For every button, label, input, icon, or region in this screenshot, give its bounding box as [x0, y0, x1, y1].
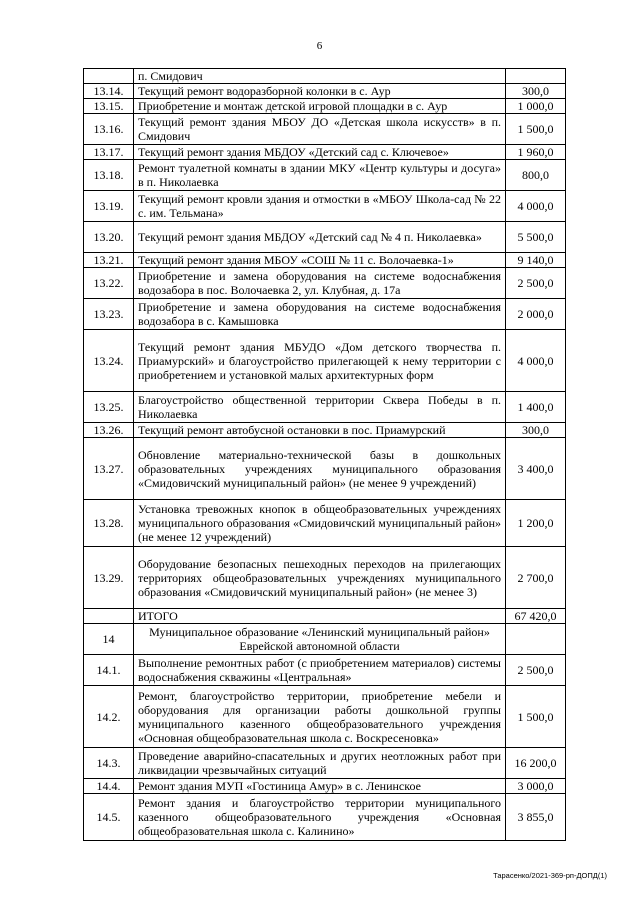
row-amount: 3 400,0 [506, 438, 566, 500]
row-amount: 2 500,0 [506, 268, 566, 299]
row-number: 14.3. [84, 748, 134, 779]
row-amount: 300,0 [506, 84, 566, 99]
row-description: Ремонт здания МУП «Гостиница Амур» в с. Ленинское [134, 779, 506, 794]
row-description: Ремонт здания и благоустройство территории муниципального казенного общеобразовательного учреждения «Основная общеобразовательная школа с. Калинино» [134, 794, 506, 841]
row-amount: 1 500,0 [506, 114, 566, 145]
row-number: 13.27. [84, 438, 134, 500]
row-description: ИТОГО [134, 609, 506, 624]
row-description: Ремонт, благоустройство территории, приобретение мебели и оборудования для организации работы дошкольной группы муниципального казенного общеобразовательного учреждения «Основная общеобразовательная школа с. Воскресеновка» [134, 686, 506, 748]
table-row [84, 191, 566, 222]
row-number: 13.24. [84, 330, 134, 392]
row-description: Приобретение и замена оборудования на системе водоснабжения водозабора в с. Камышовка [134, 299, 506, 330]
row-amount: 800,0 [506, 160, 566, 191]
table-row [84, 268, 566, 299]
table-row [84, 423, 566, 438]
row-description: п. Смидович [134, 69, 506, 84]
table-row [84, 145, 566, 160]
row-number: 13.21. [84, 253, 134, 268]
table-row [84, 330, 566, 392]
row-number: 14.4. [84, 779, 134, 794]
table-row [84, 655, 566, 686]
row-description: Приобретение и замена оборудования на системе водоснабжения водозабора в пос. Волочаевка 2, ул. Клубная, д. 17а [134, 268, 506, 299]
row-number: 13.14. [84, 84, 134, 99]
row-number: 13.20. [84, 222, 134, 253]
table-row [84, 69, 566, 84]
row-amount: 1 960,0 [506, 145, 566, 160]
table-row [84, 114, 566, 145]
table-row [84, 609, 566, 624]
row-description: Проведение аварийно-спасательных и других неотложных работ при ликвидации чрезвычайных ситуаций [134, 748, 506, 779]
table-row [84, 438, 566, 500]
row-amount [506, 624, 566, 655]
table-row [84, 500, 566, 547]
table-row [84, 779, 566, 794]
row-description: Текущий ремонт здания МБДОУ «Детский сад № 4 п. Николаевка» [134, 222, 506, 253]
section-title: Муниципальное образование «Ленинский муниципальный район» Еврейской автономной области [134, 624, 506, 655]
row-number [84, 69, 134, 84]
table-row [84, 160, 566, 191]
row-number: 13.28. [84, 500, 134, 547]
row-amount: 16 200,0 [506, 748, 566, 779]
row-description: Текущий ремонт автобусной остановки в пос. Приамурский [134, 423, 506, 438]
row-description: Установка тревожных кнопок в общеобразовательных учреждениях муниципального образования «Смидовичский муниципальный район» (не менее 12 учреждений) [134, 500, 506, 547]
page-number: 6 [316, 40, 323, 52]
row-number: 13.16. [84, 114, 134, 145]
row-description: Благоустройство общественной территории Сквера Победы в п. Николаевка [134, 392, 506, 423]
row-description: Оборудование безопасных пешеходных переходов на прилегающих территориях общеобразовательных учреждениях муниципального образования «Смидовичский муниципальный район» (не менее 3) [134, 547, 506, 609]
row-amount: 4 000,0 [506, 191, 566, 222]
row-number: 13.23. [84, 299, 134, 330]
row-number [84, 609, 134, 624]
row-number: 13.26. [84, 423, 134, 438]
row-number: 13.17. [84, 145, 134, 160]
row-number: 14.1. [84, 655, 134, 686]
table-row [84, 392, 566, 423]
row-number: 13.19. [84, 191, 134, 222]
row-number: 13.15. [84, 99, 134, 114]
table-row [84, 253, 566, 268]
row-amount: 4 000,0 [506, 330, 566, 392]
table-row [84, 84, 566, 99]
row-amount: 1 400,0 [506, 392, 566, 423]
table-row [84, 99, 566, 114]
row-description: Ремонт туалетной комнаты в здании МКУ «Центр культуры и досуга» в п. Николаевка [134, 160, 506, 191]
row-amount: 9 140,0 [506, 253, 566, 268]
row-amount: 3 855,0 [506, 794, 566, 841]
row-number: 14 [84, 624, 134, 655]
row-number: 13.29. [84, 547, 134, 609]
row-number: 13.25. [84, 392, 134, 423]
row-number: 14.5. [84, 794, 134, 841]
row-description: Текущий ремонт водоразборной колонки в с. Аур [134, 84, 506, 99]
row-description: Приобретение и монтаж детской игровой площадки в с. Аур [134, 99, 506, 114]
row-amount: 1 500,0 [506, 686, 566, 748]
expense-table-body [84, 69, 566, 841]
row-amount: 1 200,0 [506, 500, 566, 547]
row-description: Текущий ремонт кровли здания и отмостки в «МБОУ Школа-сад № 22 с. им. Тельмана» [134, 191, 506, 222]
table-row [84, 547, 566, 609]
row-description: Обновление материально-технической базы в дошкольных образовательных учреждениях муниципального образования «Смидовичский муниципальный район» (не менее 9 учреждений) [134, 438, 506, 500]
row-amount: 67 420,0 [506, 609, 566, 624]
row-description: Выполнение ремонтных работ (с приобретением материалов) системы водоснабжения скважины «Центральная» [134, 655, 506, 686]
table-row [84, 686, 566, 748]
row-number: 13.18. [84, 160, 134, 191]
row-number: 14.2. [84, 686, 134, 748]
document-footer: Тарасенко/2021-369-рп-ДОПД(1) [493, 871, 607, 880]
row-amount: 300,0 [506, 423, 566, 438]
row-amount: 2 700,0 [506, 547, 566, 609]
row-amount: 3 000,0 [506, 779, 566, 794]
row-description: Текущий ремонт здания МБОУ «СОШ № 11 с. Волочаевка-1» [134, 253, 506, 268]
row-number: 13.22. [84, 268, 134, 299]
expense-table [83, 68, 566, 841]
row-amount: 5 500,0 [506, 222, 566, 253]
row-amount: 2 000,0 [506, 299, 566, 330]
table-row [84, 299, 566, 330]
table-row [84, 748, 566, 779]
table-row [84, 794, 566, 841]
row-description: Текущий ремонт здания МБОУ ДО «Детская школа искусств» в п. Смидович [134, 114, 506, 145]
table-row [84, 222, 566, 253]
row-amount [506, 69, 566, 84]
row-amount: 2 500,0 [506, 655, 566, 686]
row-amount: 1 000,0 [506, 99, 566, 114]
row-description: Текущий ремонт здания МБДОУ «Детский сад с. Ключевое» [134, 145, 506, 160]
section-header-row [84, 624, 566, 655]
row-description: Текущий ремонт здания МБУДО «Дом детского творчества п. Приамурский» и благоустройство прилегающей к нему территории с приобретением и установкой малых архитектурных форм [134, 330, 506, 392]
